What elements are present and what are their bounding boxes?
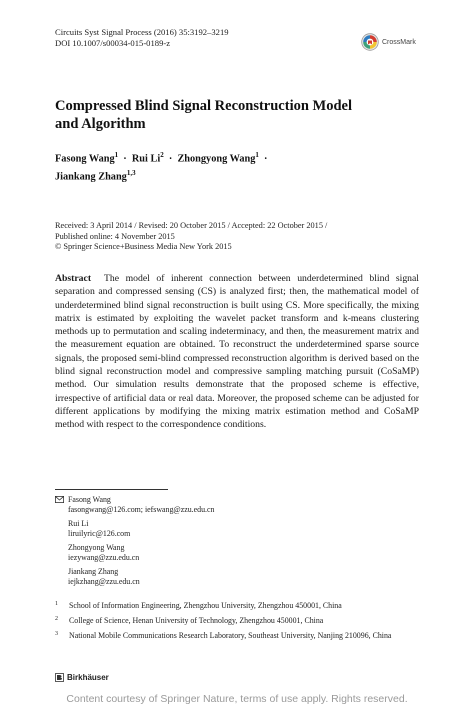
author-name[interactable]: Rui Li (131, 153, 161, 165)
contact-name: Rui Li (68, 519, 89, 528)
contact-email[interactable]: iejkzhang@zzu.edu.cn (68, 577, 140, 586)
envelope-icon (55, 496, 64, 503)
author-name[interactable]: Jiankang Zhang (55, 171, 127, 183)
authors-line-2 (55, 166, 385, 184)
contact-entry (55, 495, 214, 515)
abstract (55, 272, 419, 432)
author-separator: · (120, 153, 130, 165)
title-line-2: and Algorithm (55, 116, 146, 132)
contact-name: Fasong Wang (68, 495, 111, 504)
author-affiliation-ref: 1 (255, 151, 259, 159)
journal-citation: Circuits Syst Signal Process (2016) 35:3192–3219 (55, 27, 229, 37)
journal-header (55, 27, 229, 49)
author-name[interactable]: Fasong Wang (55, 153, 115, 165)
abstract-heading: Abstract (55, 273, 92, 284)
authors-line-1 (55, 148, 385, 166)
affiliation-text: School of Information Engineering, Zhengzhou University, Zhengzhou 450001, China (69, 601, 342, 610)
affiliations (55, 601, 419, 646)
contact-email[interactable]: fasongwang@126.com; iefswang@zzu.edu.cn (68, 505, 215, 514)
abstract-text: The model of inherent connection between underdetermined blind signal separation and compressed sensing (CS) is analyzed first; then, the mathematical model of underdetermined blind signal reconstruction is built using CS. More specifically, the mixing matrix is estimated by exploiting the wavelet packet transform and k-means clustering methods up to permutation and scaling indeterminacy, and then, the measurement matrix and the measurement equation are obtained. To reconstruct the underdetermined sparse source signals, the proposed semi-blind compressed reconstruction algorithm is derived based on the blind signal reconstruction model and compressive sampling matching pursuit (CoSaMP) method. Our simulation results demonstrate that the proposed scheme is effective, irrespective of artificial data or real data. Moreover, the proposed scheme can be adjusted for different applications by modifying the mixing matrix estimation method and CoSaMP method with respect to the correspondence conditions. (55, 273, 419, 431)
affiliation-entry (55, 616, 419, 626)
contact-name: Jiankang Zhang (68, 567, 119, 576)
contact-entry (55, 543, 214, 563)
affiliation-text: National Mobile Communications Research Laboratory, Southeast University, Nanjing 210096, China (69, 631, 392, 640)
author-affiliation-ref: 1 (114, 151, 119, 159)
copyright: © Springer Science+Business Media New York 2015 (55, 242, 232, 251)
author-affiliation-ref: 2 (160, 151, 164, 159)
publisher-logo (55, 673, 109, 682)
affiliation-number: 3 (55, 631, 58, 637)
affiliation-entry (55, 601, 419, 611)
courtesy-footer: Content courtesy of Springer Nature, terms of use apply. Rights reserved. (66, 693, 408, 705)
publication-history (55, 221, 385, 253)
crossmark-label: CrossMark (382, 38, 416, 46)
author-contacts (55, 495, 214, 591)
crossmark-icon (361, 33, 379, 51)
paper-title (55, 97, 385, 133)
affiliation-entry (55, 631, 419, 641)
author-list (55, 148, 385, 185)
publisher-name: Birkhäuser (67, 673, 109, 682)
author-separator: · (261, 153, 268, 165)
contact-entry (55, 519, 214, 539)
received-dates: Received: 3 April 2014 / Revised: 20 October 2015 / Accepted: 22 October 2015 / (55, 221, 328, 230)
crossmark-badge[interactable] (361, 33, 416, 51)
footnote-divider (55, 489, 168, 490)
affiliation-number: 2 (55, 616, 58, 622)
author-affiliation-ref: 1,3 (126, 169, 136, 178)
affiliation-number: 1 (55, 601, 58, 607)
contact-email[interactable]: liruilyric@126.com (68, 529, 131, 538)
doi[interactable]: DOI 10.1007/s00034-015-0189-z (55, 38, 171, 48)
contact-name: Zhongyong Wang (68, 543, 125, 552)
birkhauser-icon (55, 673, 64, 682)
title-line-1: Compressed Blind Signal Reconstruction Model (55, 98, 353, 114)
contact-entry (55, 567, 214, 587)
published-date: Published online: 4 November 2015 (55, 231, 175, 241)
author-name[interactable]: Zhongyong Wang (177, 153, 256, 165)
affiliation-text: College of Science, Henan University of Technology, Zhengzhou 450001, China (69, 616, 324, 625)
author-separator: · (166, 153, 175, 165)
contact-email[interactable]: iezywang@zzu.edu.cn (68, 553, 140, 562)
